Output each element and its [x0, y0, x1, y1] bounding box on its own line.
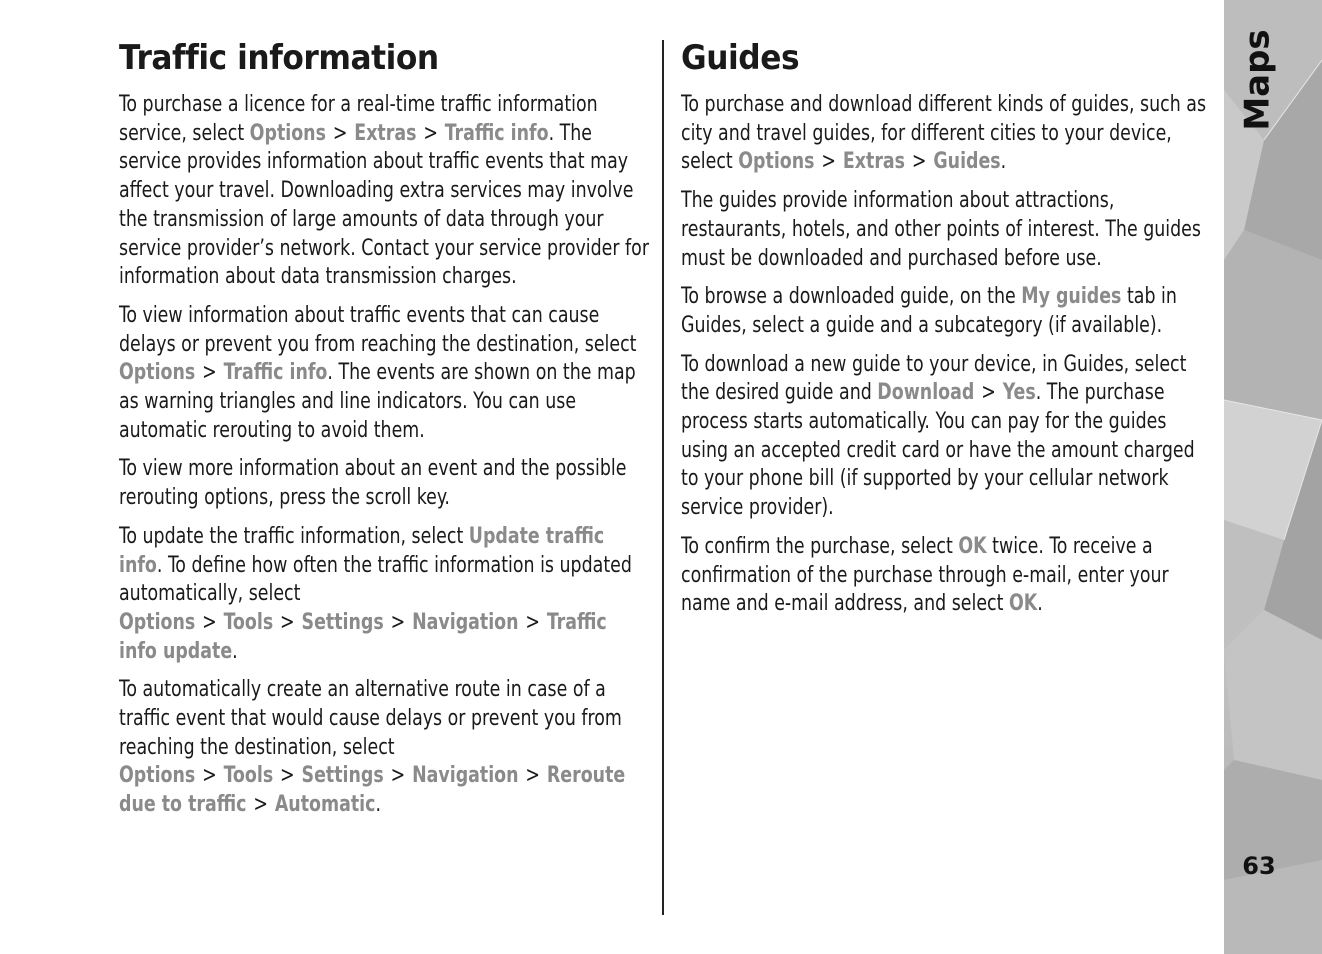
- menu-option: Settings: [301, 608, 384, 635]
- body-text: twice. To receive a confirmation of the purchase through e-mail, enter your name and e-mail address, and select: [681, 532, 1169, 617]
- menu-option: Update traffic info: [119, 522, 605, 578]
- body-text: tab in Guides, select a guide and a subcategory (if available).: [681, 283, 1177, 338]
- body-text: The guides provide information about attractions, restaurants, hotels, and other points of interest. The guides must be downloaded and purchased before use.: [681, 187, 1201, 271]
- menu-option: My guides: [1021, 283, 1122, 310]
- body-text: To confirm the purchase, select: [681, 532, 959, 559]
- separator: >: [280, 608, 295, 635]
- paragraph: [119, 522, 650, 666]
- body-text: . The purchase process starts automatically. You can pay for the guides using an accepted credit card or have the amount charged to your phone bill (if supported by your cellular network service provider).: [681, 379, 1195, 521]
- menu-option: Traffic info update: [119, 608, 607, 664]
- paragraph: [119, 90, 650, 291]
- paragraph: [681, 350, 1212, 522]
- menu-option: Download: [877, 379, 975, 406]
- right-column: [681, 36, 1213, 628]
- chapter-sidebar: [1224, 0, 1322, 954]
- body-text: To purchase and download different kinds of guides, such as city and travel guides, for different cities to your device, select: [681, 91, 1207, 175]
- body-text: . To define how often the traffic information is updated automatically, select: [119, 551, 632, 607]
- separator: >: [280, 762, 295, 789]
- separator: >: [202, 608, 217, 635]
- chapter-label-text: Maps: [1238, 29, 1279, 131]
- menu-option: Tools: [223, 762, 274, 789]
- page-number: 63: [1242, 852, 1276, 880]
- separator: >: [390, 608, 406, 635]
- menu-option: Guides: [933, 148, 1001, 175]
- separator: >: [332, 119, 348, 146]
- menu-option: Navigation: [412, 762, 519, 789]
- menu-option: Traffic info: [223, 359, 328, 386]
- separator: >: [981, 379, 996, 406]
- sidebar-pattern: [1224, 0, 1322, 954]
- menu-option: Options: [738, 148, 815, 175]
- menu-option: Traffic info: [444, 119, 549, 146]
- paragraph: [119, 301, 650, 445]
- body-text: To view information about traffic events that can cause delays or prevent you from reaching the destination, select: [119, 301, 637, 357]
- menu-option: Options: [119, 608, 196, 635]
- menu-option: Yes: [1002, 379, 1036, 406]
- column-divider: [662, 40, 664, 915]
- menu-option: OK: [958, 532, 987, 559]
- body-text: .: [232, 637, 238, 664]
- body-text: To update the traffic information, select: [119, 522, 469, 549]
- menu-option: OK: [1008, 590, 1038, 617]
- separator: >: [202, 359, 217, 386]
- menu-option: Extras: [354, 119, 417, 146]
- menu-option: Extras: [842, 148, 906, 175]
- separator: >: [911, 148, 927, 175]
- menu-option: Options: [119, 359, 196, 386]
- body-text: To view more information about an event and the possible rerouting options, press the scroll key.: [119, 455, 627, 511]
- menu-option: Reroute due to traffic: [119, 762, 626, 818]
- separator: >: [390, 762, 406, 789]
- menu-option: Navigation: [412, 608, 519, 635]
- separator: >: [525, 608, 541, 635]
- menu-option: Options: [249, 119, 326, 146]
- paragraph: [681, 90, 1212, 176]
- paragraph: [119, 675, 650, 819]
- separator: >: [821, 148, 837, 175]
- paragraph: [681, 186, 1212, 272]
- body-text: To browse a downloaded guide, on the: [681, 283, 1022, 310]
- menu-option: Settings: [301, 762, 384, 789]
- body-text: .: [375, 791, 382, 818]
- body-text: .: [1037, 590, 1043, 617]
- separator: >: [253, 791, 268, 818]
- chapter-label: [1236, 29, 1280, 131]
- menu-option: Automatic: [274, 791, 376, 818]
- body-text: To purchase a licence for a real-time traffic information service, select: [119, 91, 598, 146]
- body-text: To download a new guide to your device, in Guides, select the desired guide and: [681, 350, 1187, 406]
- menu-option: Tools: [223, 608, 274, 635]
- paragraph: [681, 282, 1212, 339]
- body-text: To automatically create an alternative route in case of a traffic event that would cause delays or prevent you from reaching the destination, select: [119, 676, 622, 760]
- left-column: [119, 36, 651, 829]
- separator: >: [525, 762, 541, 789]
- body-text: . The service provides information about traffic events that may affect your travel. Downloading extra services may involve the transmission of large amounts of data through your service provider’s network. Contact your service provider for information about data transmission charges.: [119, 119, 649, 290]
- menu-option: Options: [119, 762, 196, 789]
- section-title-traffic-information: Traffic information: [119, 38, 439, 78]
- body-text: . The events are shown on the map as warning triangles and line indicators. You can use automatic rerouting to avoid them.: [119, 359, 636, 443]
- section-title-guides: Guides: [681, 38, 800, 78]
- separator: >: [202, 762, 217, 789]
- paragraph: [681, 532, 1212, 618]
- body-text: .: [1000, 148, 1007, 175]
- separator: >: [423, 119, 438, 146]
- paragraph: [119, 454, 650, 511]
